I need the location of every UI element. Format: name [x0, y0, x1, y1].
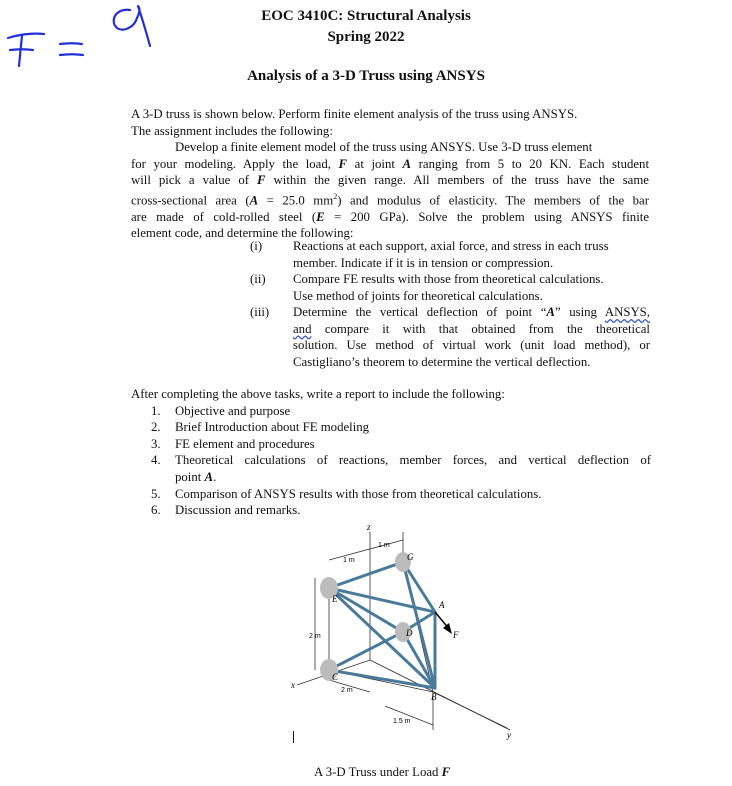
task-line-2: for your modeling. Apply the load, F at joint A ranging from 5 to 20 KN. Each student: [131, 156, 650, 171]
member-ED: [329, 588, 403, 632]
subitem-number: (ii): [250, 272, 266, 286]
member-DB: [403, 632, 435, 688]
member-EA: [329, 588, 435, 612]
label-G: G: [407, 552, 414, 562]
truss-members: [329, 562, 435, 688]
page-title: Analysis of a 3-D Truss using ANSYS: [247, 68, 485, 84]
report-item: 3. FE element and procedures: [151, 436, 315, 451]
dim-line-top: [329, 540, 403, 560]
subitem-number: (i): [250, 239, 263, 253]
label-x: x: [291, 680, 295, 690]
report-item: 1. Objective and purpose: [151, 403, 291, 418]
label-F: F: [453, 630, 459, 640]
subitem-text: Use method of joints for theoretical calculations.: [293, 288, 543, 303]
label-z: z: [367, 522, 371, 532]
task-line-4: cross-sectional area (A = 25.0 $mm^2$) and modulus of elasticity. The members of the bar: [131, 191, 649, 208]
task-line-6: element code, and determine the following:: [131, 226, 354, 241]
task-line-1: Develop a finite element model of the truss using ANSYS. Use 3-D truss element: [175, 140, 593, 154]
figure-caption: A 3-D Truss under Load F: [314, 765, 451, 779]
member-CD: [329, 632, 403, 670]
subitem-number: (iii): [250, 305, 270, 319]
dim-label-2m-b: 2 m: [341, 687, 353, 694]
subitem-text: solution. Use method of virtual work (unit load method), or: [293, 338, 650, 353]
label-B: B: [431, 692, 437, 702]
dim-label-1m-b: 1 m: [378, 542, 390, 549]
report-item: 5. Comparison of ANSYS results with those from theoretical calculations.: [151, 486, 542, 501]
subitem-text: Castigliano’s theorem to determine the vertical deflection.: [293, 354, 591, 369]
report-intro: After completing the above tasks, write a report to include the following:: [131, 387, 505, 401]
intro-paragraph: [131, 106, 651, 139]
task-paragraph: [131, 139, 649, 242]
subitem-text: Determine the vertical deflection of point “A” using ANSYS,: [293, 305, 651, 319]
label-A: A: [439, 600, 445, 610]
dim-line: [433, 692, 507, 728]
intro-line-2: The assignment includes the following:: [131, 123, 333, 138]
report-item: 4. Theoretical calculations of reactions, member forces, and vertical deflection of point A.: [151, 453, 651, 484]
dim-label-2m-a: 2 m: [309, 633, 321, 640]
subitem-text: Compare FE results with those from theoretical calculations.: [293, 272, 604, 286]
subitem-text: Reactions at each support, axial force, and stress in each truss: [293, 239, 609, 253]
truss-figure: [285, 520, 515, 760]
report-item: 6. Discussion and remarks.: [151, 503, 301, 518]
subitem-3: [250, 304, 650, 370]
text-cursor: [293, 731, 294, 743]
subitem-1: [250, 238, 650, 271]
label-C: C: [332, 672, 339, 682]
course-title: EOC 3410C: Structural Analysis: [261, 8, 471, 24]
subitem-list: [250, 238, 650, 370]
load-arrow: [435, 612, 452, 634]
subitem-2: [250, 271, 650, 304]
subitem-text: member. Indicate if it is in tension or compression.: [293, 255, 554, 270]
dim-label-1m-a: 1 m: [343, 557, 355, 564]
subitem-text: and compare it with that obtained from the theoretical: [293, 321, 650, 336]
intro-line-1: A 3-D truss is shown below. Perform finite element analysis of the truss using ANSYS.: [131, 107, 578, 121]
dim-label-1-5m: 1.5 m: [393, 718, 411, 725]
term: Spring 2022: [327, 29, 405, 45]
member-EG: [329, 562, 403, 588]
label-E: E: [332, 594, 338, 604]
report-item: 2. Brief Introduction about FE modeling: [151, 420, 370, 435]
label-D: D: [406, 628, 413, 638]
task-line-5: are made of cold-rolled steel (E = 200 GPa). Solve the problem using ANSYS finite: [131, 209, 649, 224]
task-line-3: will pick a value of F within the given range. All members of the truss have the same: [131, 173, 649, 188]
report-section: [131, 386, 651, 519]
label-y: y: [507, 730, 511, 740]
